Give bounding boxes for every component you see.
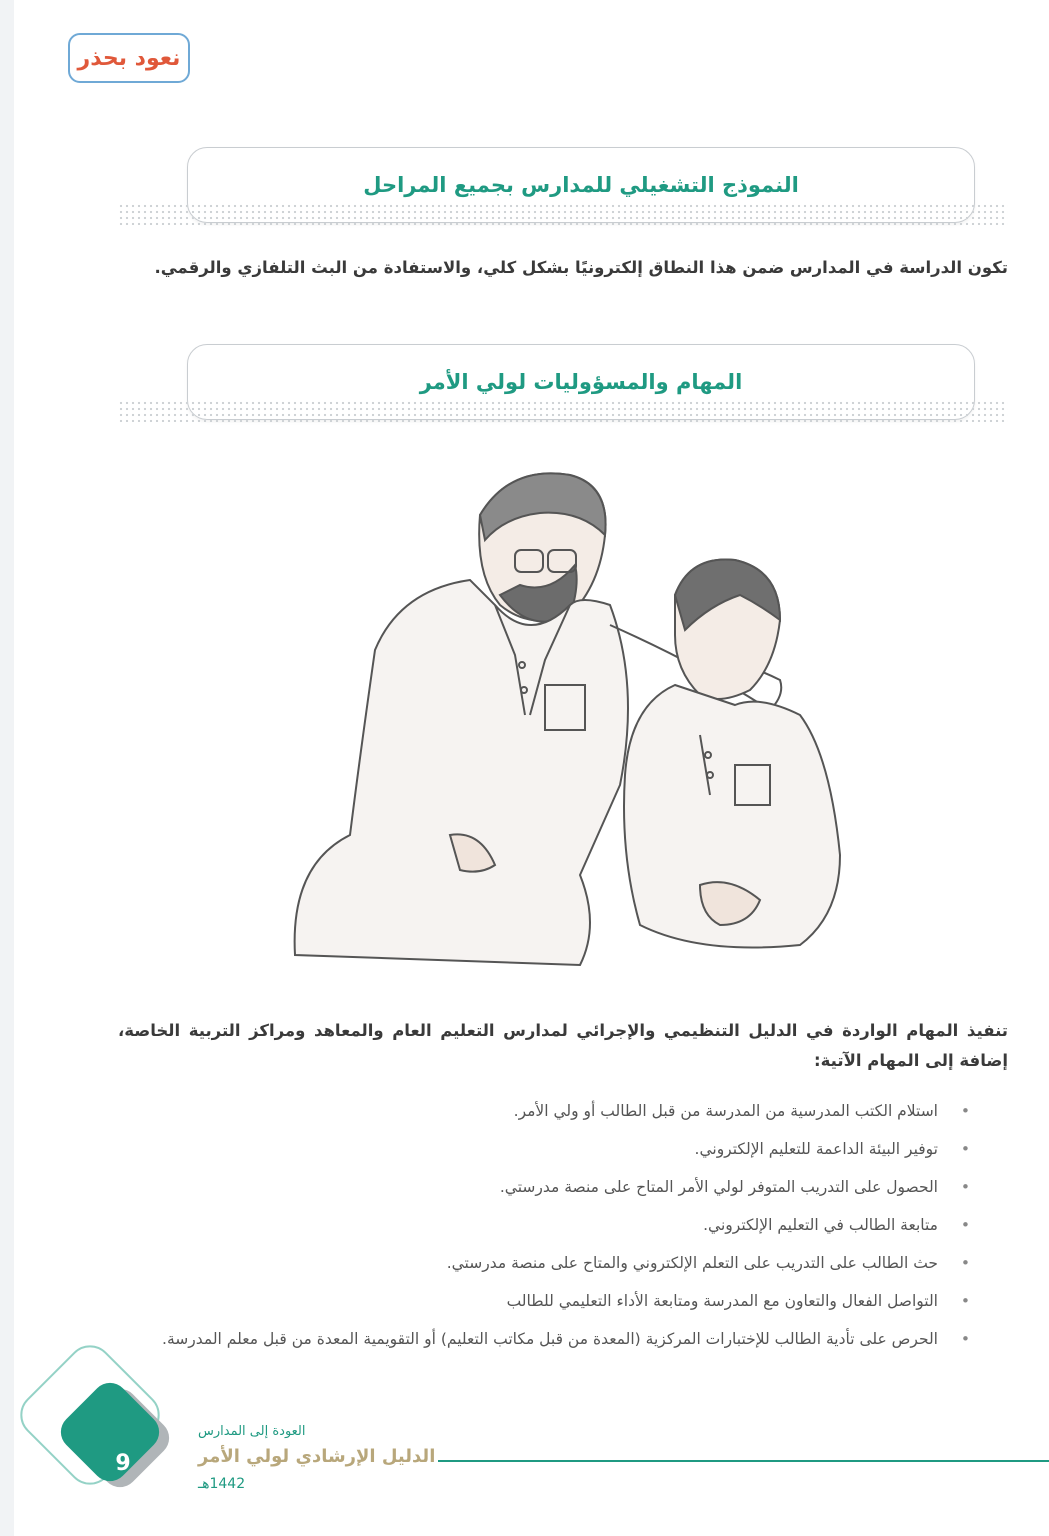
list-item xyxy=(118,1174,970,1200)
left-margin-strip xyxy=(0,0,14,1536)
page-number: 9 xyxy=(115,1451,131,1476)
bullet-dot: • xyxy=(960,1178,970,1196)
footer-diamond-decoration xyxy=(0,1340,200,1536)
bullet-dot: • xyxy=(960,1102,970,1120)
dotted-decoration xyxy=(118,400,1008,422)
bullet-dot: • xyxy=(960,1292,970,1310)
bullet-dot: • xyxy=(960,1216,970,1234)
list-item-text: استلام الكتب المدرسية من المدرسة من قبل الطالب أو ولي الأمر. xyxy=(513,1102,938,1120)
list-item xyxy=(118,1288,970,1314)
list-item-text: الحصول على التدريب المتوفر لولي الأمر المتاح على منصة مدرستي. xyxy=(499,1178,938,1196)
logo xyxy=(68,33,190,83)
section-title: المهام والمسؤوليات لولي الأمر xyxy=(419,370,743,394)
list-item-text: الحرص على تأدية الطالب للإختبارات المركزية (المعدة من قبل مكاتب التعليم) أو التقويمية المعدة من قبل معلم المدرسة. xyxy=(162,1330,938,1348)
dotted-decoration xyxy=(118,203,1008,225)
list-item xyxy=(118,1136,970,1162)
list-item xyxy=(118,1250,970,1276)
father-son-illustration xyxy=(280,455,880,1000)
footer-series-title: العودة إلى المدارس xyxy=(198,1424,306,1439)
paragraph-responsibilities-intro: تنفيذ المهام الواردة في الدليل التنظيمي والإجرائي لمدارس التعليم العام والمعاهد ومراكز التربية الخاصة، إضافة إلى المهام الآتية: xyxy=(118,1021,1008,1070)
list-item xyxy=(118,1326,970,1352)
list-item-text: متابعة الطالب في التعليم الإلكتروني. xyxy=(703,1216,938,1234)
bullet-dot: • xyxy=(960,1140,970,1158)
list-item xyxy=(118,1098,970,1124)
responsibilities-list xyxy=(118,1098,970,1364)
footer-guide-title: الدليل الإرشادي لولي الأمر xyxy=(198,1446,436,1467)
paragraph-operating-model: تكون الدراسة في المدارس ضمن هذا النطاق إلكترونيًا بشكل كلي، والاستفادة من البث التلفازي والرقمي. xyxy=(154,258,1008,277)
logo-text: نعود بحذر xyxy=(77,45,181,71)
list-item-text: حث الطالب على التدريب على التعلم الإلكتروني والمتاح على منصة مدرستي. xyxy=(446,1254,938,1272)
bullet-dot: • xyxy=(960,1254,970,1272)
footer-year: 1442هـ xyxy=(198,1476,246,1492)
list-item-text: توفير البيئة الداعمة للتعليم الإلكتروني. xyxy=(694,1140,938,1158)
list-item-text: التواصل الفعال والتعاون مع المدرسة ومتابعة الأداء التعليمي للطالب xyxy=(506,1292,938,1310)
footer-divider xyxy=(438,1460,1049,1462)
section-title: النموذج التشغيلي للمدارس بجميع المراحل xyxy=(363,173,799,197)
bullet-dot: • xyxy=(960,1330,970,1348)
list-item xyxy=(118,1212,970,1238)
